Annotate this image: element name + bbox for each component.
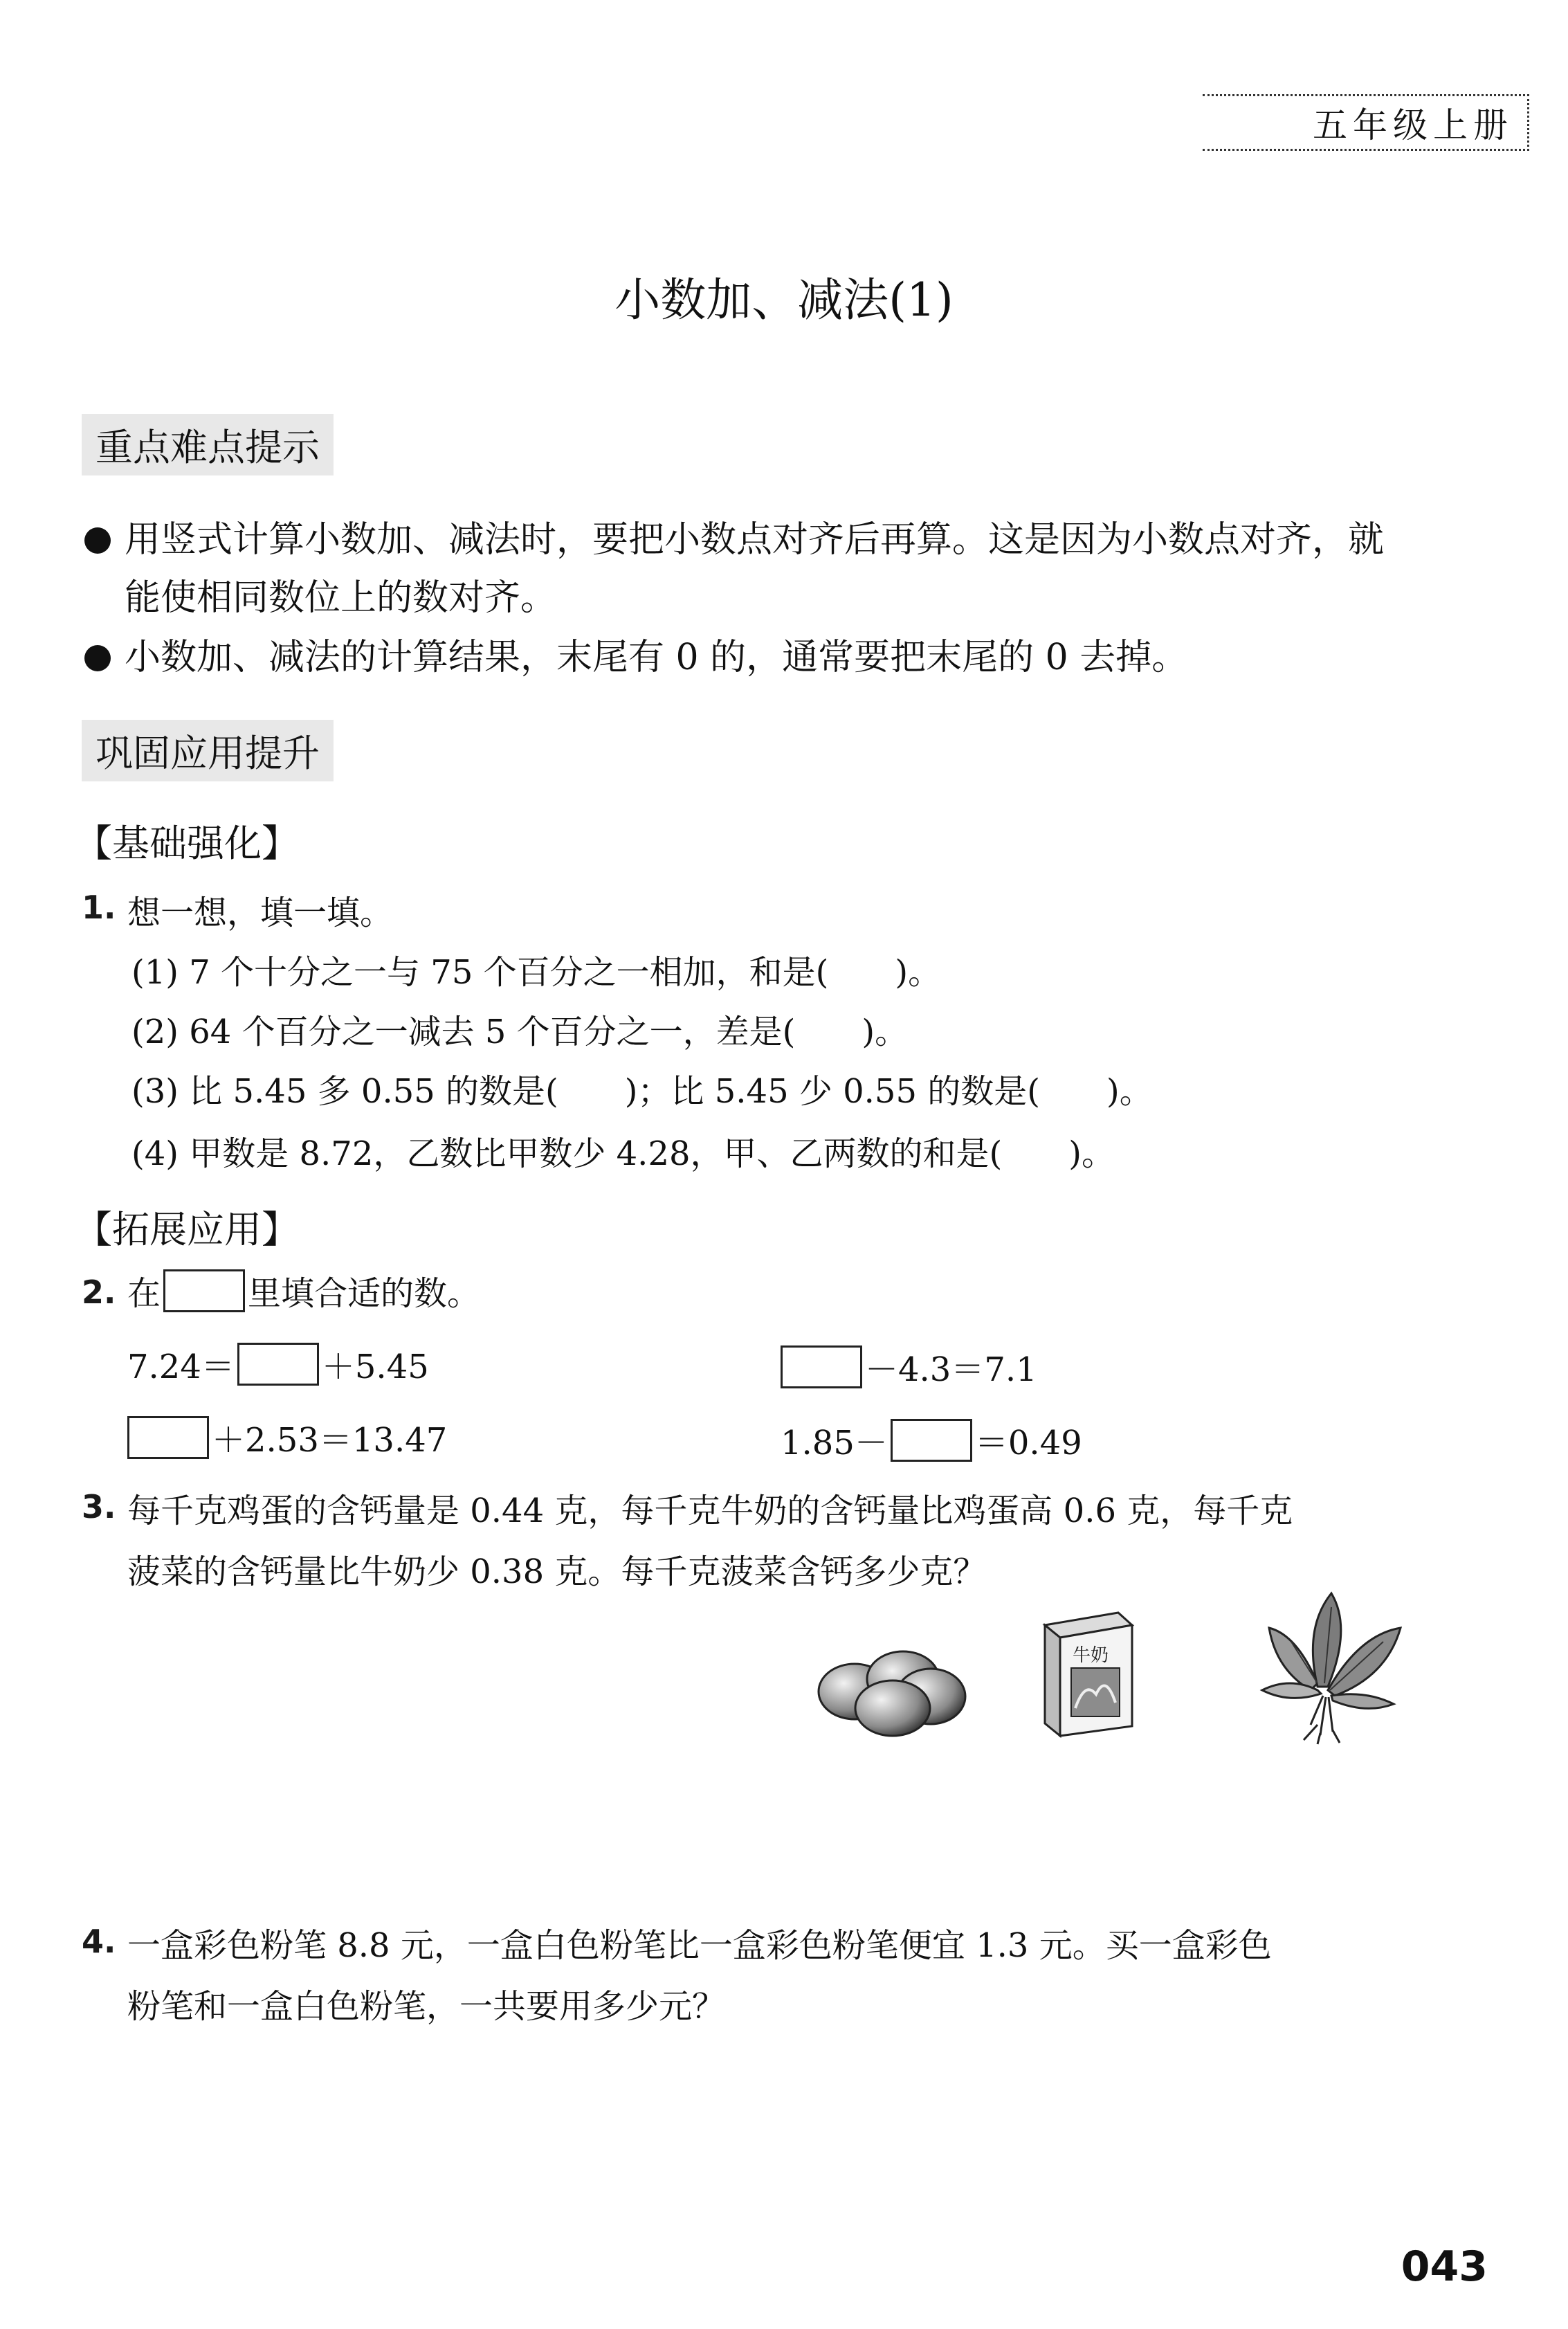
bullet-icon — [84, 645, 111, 671]
page-number: 043 — [1401, 2242, 1488, 2291]
question-2-post: 里填合适的数。 — [248, 1274, 481, 1313]
equation-4 — [781, 1416, 1082, 1464]
grade-label: 五年级上册 — [1313, 105, 1513, 145]
question-4-line-2: 粉笔和一盒白色粉笔，一共要用多少元？ — [127, 1987, 726, 2026]
question-3-line-1: 每千克鸡蛋的含钙量是 0.44 克，每千克牛奶的含钙量比鸡蛋高 0.6 克，每千克 — [127, 1492, 1293, 1530]
page-title: 小数加、减法(1) — [614, 273, 954, 327]
question-1-item-1: (1) 7 个十分之一与 75 个百分之一相加，和是( )。 — [131, 953, 942, 992]
question-4-line-1: 一盒彩色粉笔 8.8 元，一盒白色粉笔比一盒彩色粉笔便宜 1.3 元。买一盒彩色 — [127, 1926, 1272, 1965]
question-1-number: 1. — [82, 889, 116, 926]
equation-1 — [127, 1340, 429, 1388]
equation-1-left: 7.24＝ — [127, 1348, 235, 1386]
equation-1-right: ＋5.45 — [321, 1348, 429, 1386]
equation-3-right: ＋2.53＝13.47 — [212, 1421, 448, 1460]
question-2-text — [127, 1267, 480, 1314]
equation-3 — [127, 1413, 447, 1461]
equation-4-right: ＝0.49 — [974, 1424, 1082, 1462]
bullet-icon — [84, 527, 111, 554]
key-point-1-line-2: 能使相同数位上的数对齐。 — [125, 577, 557, 619]
question-1-item-3: (3) 比 5.45 多 0.55 的数是( )；比 5.45 少 0.55 的数是( )。 — [131, 1072, 1153, 1111]
question-4-number: 4. — [82, 1923, 116, 1960]
answer-box[interactable] — [237, 1343, 319, 1386]
question-1-item-2: (2) 64 个百分之一减去 5 个百分之一，差是( )。 — [131, 1013, 909, 1051]
question-1-item-4: (4) 甲数是 8.72，乙数比甲数少 4.28，甲、乙两数的和是( )。 — [131, 1134, 1115, 1173]
equation-2-right: －4.3＝7.1 — [865, 1350, 1037, 1389]
milk-carton-label: 牛奶 — [1073, 1645, 1109, 1666]
grade-tag — [1203, 94, 1529, 151]
eggs-illustration — [817, 1644, 969, 1741]
section-consolidate: 巩固应用提升 — [82, 720, 334, 781]
question-3-number: 3. — [82, 1488, 116, 1525]
answer-box[interactable] — [891, 1419, 972, 1462]
spinach-illustration — [1248, 1586, 1414, 1746]
question-2-number: 2. — [82, 1274, 116, 1311]
answer-box-sample — [163, 1269, 245, 1312]
question-1-text: 想一想，填一填。 — [127, 894, 394, 932]
key-point-1-line-1: 用竖式计算小数加、减法时，要把小数点对齐后再算。这是因为小数点对齐，就 — [125, 519, 1385, 561]
question-2-pre: 在 — [127, 1274, 161, 1313]
milk-carton-illustration — [1037, 1604, 1140, 1743]
key-point-2: 小数加、减法的计算结果，末尾有 0 的，通常要把末尾的 0 去掉。 — [125, 637, 1188, 678]
section-key-points: 重点难点提示 — [82, 414, 334, 475]
extend-heading: 【拓展应用】 — [75, 1208, 299, 1251]
basic-heading: 【基础强化】 — [75, 822, 299, 865]
equation-2 — [781, 1343, 1037, 1390]
equation-4-left: 1.85－ — [781, 1424, 888, 1462]
question-3-line-2: 菠菜的含钙量比牛奶少 0.38 克。每千克菠菜含钙多少克？ — [127, 1552, 987, 1591]
answer-box[interactable] — [781, 1345, 862, 1388]
answer-box[interactable] — [127, 1416, 209, 1459]
